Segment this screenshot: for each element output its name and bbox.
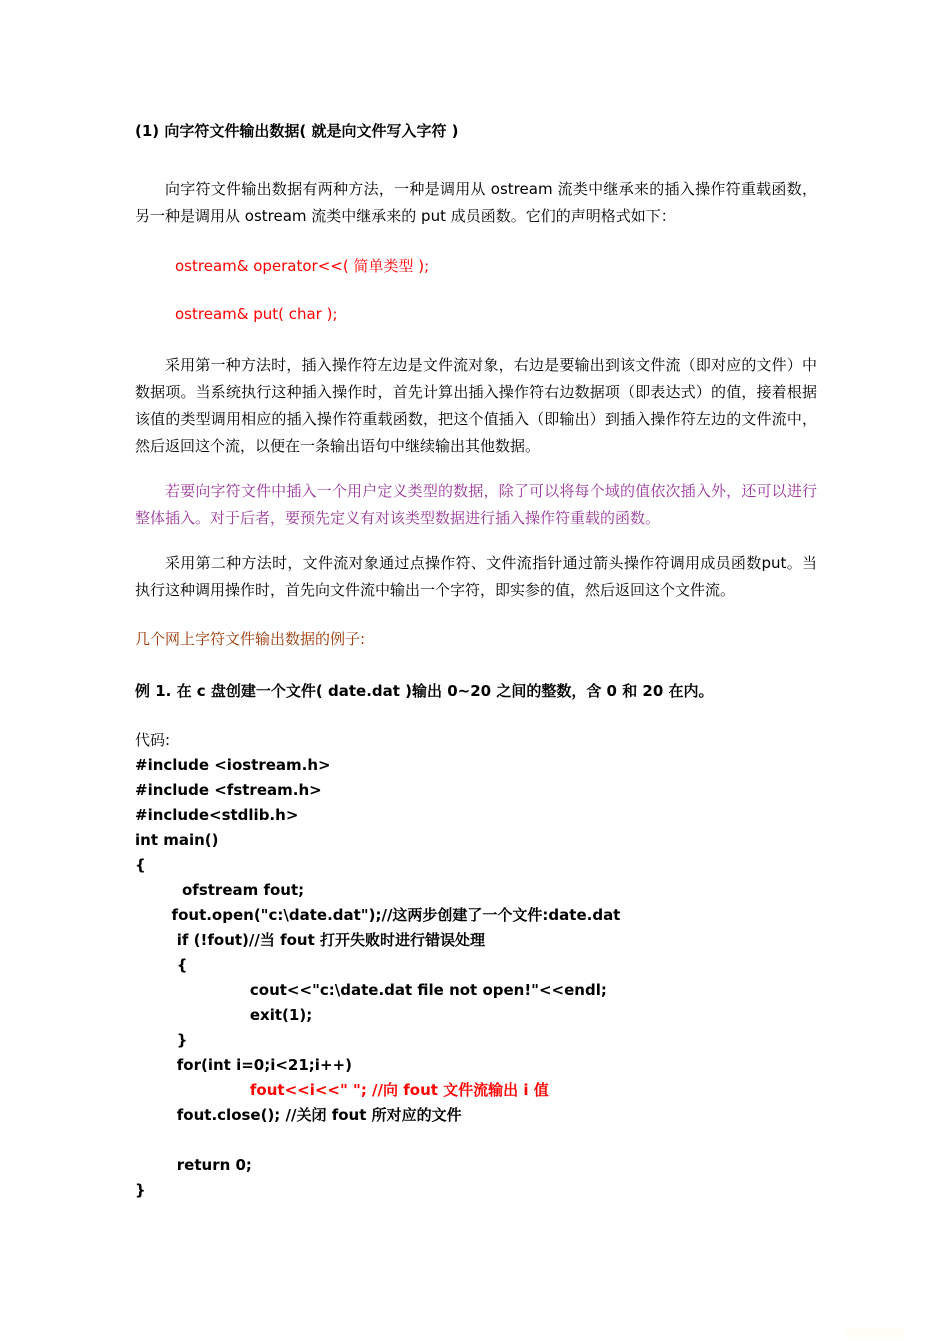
code-line: #include<stdlib.h> bbox=[135, 806, 299, 824]
code-line: fout<<i<<" "; //向 fout 文件流输出 i 值 bbox=[135, 1081, 549, 1099]
code-line: cout<<"c:\date.dat file not open!"<<endl; bbox=[135, 981, 607, 999]
example1-title: 例 1. 在 c 盘创建一个文件( date.dat )输出 0~20 之间的整数，含 0 和 20 在内。 bbox=[135, 682, 714, 700]
code-line: #include <fstream.h> bbox=[135, 781, 322, 799]
code-line: fout.close(); //关闭 fout 所对应的文件 bbox=[135, 1106, 462, 1124]
code-line: ofstream fout; bbox=[135, 881, 305, 899]
code-line: } bbox=[135, 1181, 146, 1199]
code-block bbox=[135, 753, 817, 1203]
document-page bbox=[135, 120, 817, 1203]
declaration-operator-insert: ostream& operator<<( 简单类型 ); bbox=[175, 257, 430, 275]
code-line: int main() bbox=[135, 831, 219, 849]
code-line bbox=[135, 1128, 817, 1153]
code-line: for(int i=0;i<21;i++) bbox=[135, 1056, 352, 1074]
declaration-put: ostream& put( char ); bbox=[175, 305, 338, 323]
code-line: exit(1); bbox=[135, 1006, 313, 1024]
examples-heading: 几个网上字符文件输出数据的例子: bbox=[135, 630, 366, 648]
code-line: #include <iostream.h> bbox=[135, 756, 331, 774]
code-line: { bbox=[135, 856, 146, 874]
method1-paragraph: 采用第一种方法时，插入操作符左边是文件流对象，右边是要输出到该文件流（即对应的文件）中数据项。当系统执行这种插入操作时，首先计算出插入操作符右边数据项（即表达式）的值，接着根据该值的类型调用相应的插入操作符重载函数，把这个值插入（即输出）到插入操作符左边的文件流中，然后返回这个流，以便在一条输出语句中继续输出其他数据。 bbox=[135, 356, 817, 455]
code-line: } bbox=[135, 1031, 188, 1049]
faint-watermark bbox=[845, 1328, 905, 1338]
intro-paragraph: 向字符文件输出数据有两种方法，一种是调用从 ostream 流类中继承来的插入操作符重载函数，另一种是调用从 ostream 流类中继承来的 put 成员函数。它们的声明格式如下： bbox=[135, 180, 817, 225]
code-label: 代码: bbox=[135, 731, 171, 749]
section-heading: (1) 向字符文件输出数据( 就是向文件写入字符 ) bbox=[135, 122, 459, 140]
method2-paragraph: 采用第二种方法时，文件流对象通过点操作符、文件流指针通过箭头操作符调用成员函数put。当执行这种调用操作时，首先向文件流中输出一个字符，即实参的值，然后返回这个文件流。 bbox=[135, 554, 817, 599]
code-line: if (!fout)//当 fout 打开失败时进行错误处理 bbox=[135, 931, 485, 949]
code-line: fout.open("c:\date.dat");//这两步创建了一个文件:date.dat bbox=[135, 906, 621, 924]
code-line: return 0; bbox=[135, 1156, 252, 1174]
code-line: { bbox=[135, 956, 188, 974]
note-paragraph: 若要向字符文件中插入一个用户定义类型的数据，除了可以将每个域的值依次插入外，还可以进行整体插入。对于后者，要预先定义有对该类型数据进行插入操作符重载的函数。 bbox=[135, 482, 817, 527]
